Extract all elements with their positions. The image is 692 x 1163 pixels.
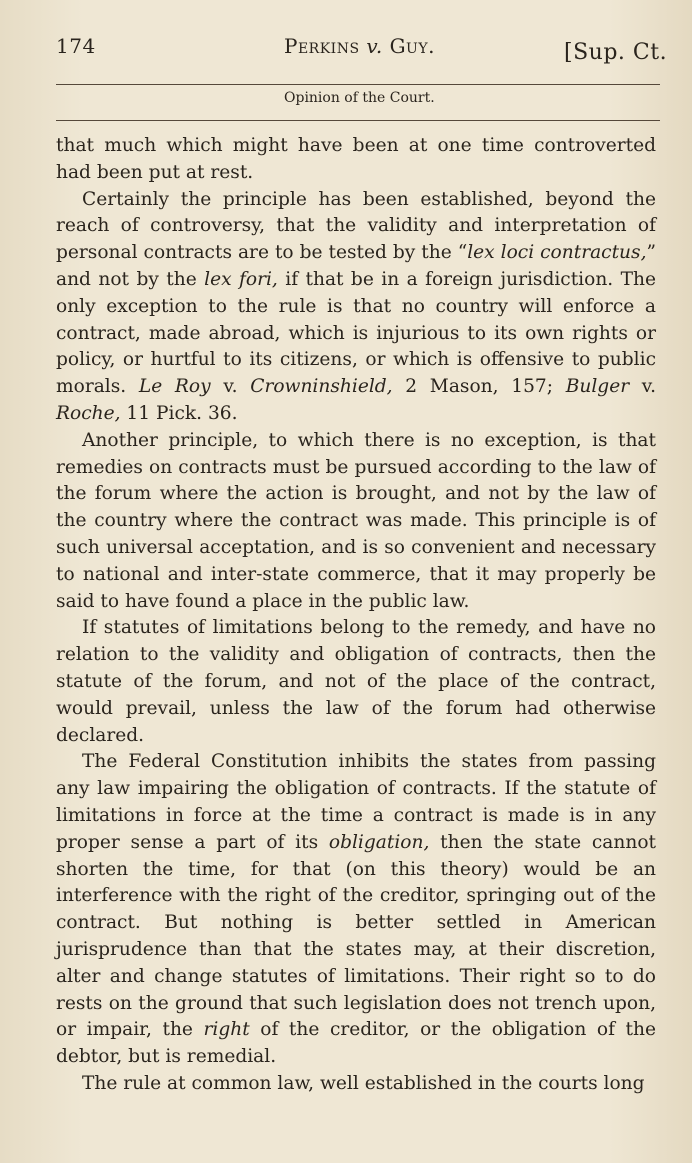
text-run: The rule at common law, well established in the courts long [82, 1072, 645, 1094]
text-run: Another principle, to which there is no exception, is that remedies on contracts must be pursued according to the law of the forum where the action is brought, and not by the law of the country where the contract was made. This principle is of such universal acceptation, and is so convenient and necessary to national and inter-state commerce, that it may properly be said to have found a place in the public law. [56, 429, 656, 612]
text-run: If statutes of limitations belong to the remedy, and have no relation to the validity and obligation of contracts, then the statute of the forum, and not of the place of the contract, would prevail, unless the law of the forum had otherwise declared. [56, 617, 656, 746]
text-run: v. [210, 376, 251, 398]
text-run: v. [629, 376, 656, 398]
case-name: Le Roy [138, 376, 211, 398]
text-run: then the state cannot shorten the time, for that (on this theory) would be an interference with the right of the creditor, springing out of the contract. But nothing is better settled in American jurisprudence than that the states may, at their discretion, alter and change statutes of limitations. Their right so to do rests on the ground that such legislation does not trench upon, or impair, the [56, 831, 656, 1041]
paragraph-common-law [56, 1071, 656, 1098]
court-label: [Sup. Ct. [564, 40, 668, 65]
running-head-defendant: Guy. [389, 34, 435, 58]
case-name: Roche, [56, 402, 121, 424]
text-run: that much which might have been at one time controverted had been put at rest. [56, 135, 656, 183]
text-run: if that be in a foreign jurisdiction. The only exception to the rule is that no country will enforce a contract, made abroad, which is injurious to its own rights or policy, or hurtful to its citizens, or which is offensive to public morals. [56, 268, 657, 398]
running-head-plaintiff: Perkins [284, 34, 360, 58]
italic-term: right [203, 1019, 250, 1041]
italic-term: lex fori, [204, 268, 278, 290]
opinion-text [56, 133, 656, 1098]
text-run: The Federal Constitution inhibits the states from passing any law impairing the obligation of contracts. If the statute of limitations in force at the time a contract is made is in any proper sense a part of its [56, 751, 656, 853]
paragraph-statutes [56, 615, 656, 749]
text-run: 2 Mason, 157; [392, 376, 566, 398]
opinion-subheader: Opinion of the Court. [284, 90, 435, 106]
case-name: Crowninshield, [250, 376, 393, 398]
paragraph-federal-constitution [56, 749, 656, 1071]
running-head [284, 34, 435, 58]
text-run: 11 Pick. 36. [120, 402, 238, 424]
italic-term: lex loci contractus, [467, 242, 647, 264]
paragraph-lex-loci [56, 187, 656, 428]
text-run: Certainly the principle has been established, beyond the reach of controversy, that the validity and interpretation of personal contracts are to be tested by the “ [56, 188, 656, 264]
text-run: ” and not by the [56, 242, 656, 290]
case-name: Bulger [565, 376, 630, 398]
running-head-versus: v. [366, 34, 383, 58]
text-run: of the creditor, or the obligation of the debtor, but is remedial. [56, 1019, 656, 1068]
paragraph-remedies [56, 428, 656, 616]
header-rule-bottom [56, 120, 660, 121]
page-number: 174 [56, 34, 96, 58]
paragraph-continuation [56, 133, 656, 187]
header-rule-top [56, 84, 660, 85]
italic-term: obligation, [328, 831, 430, 853]
